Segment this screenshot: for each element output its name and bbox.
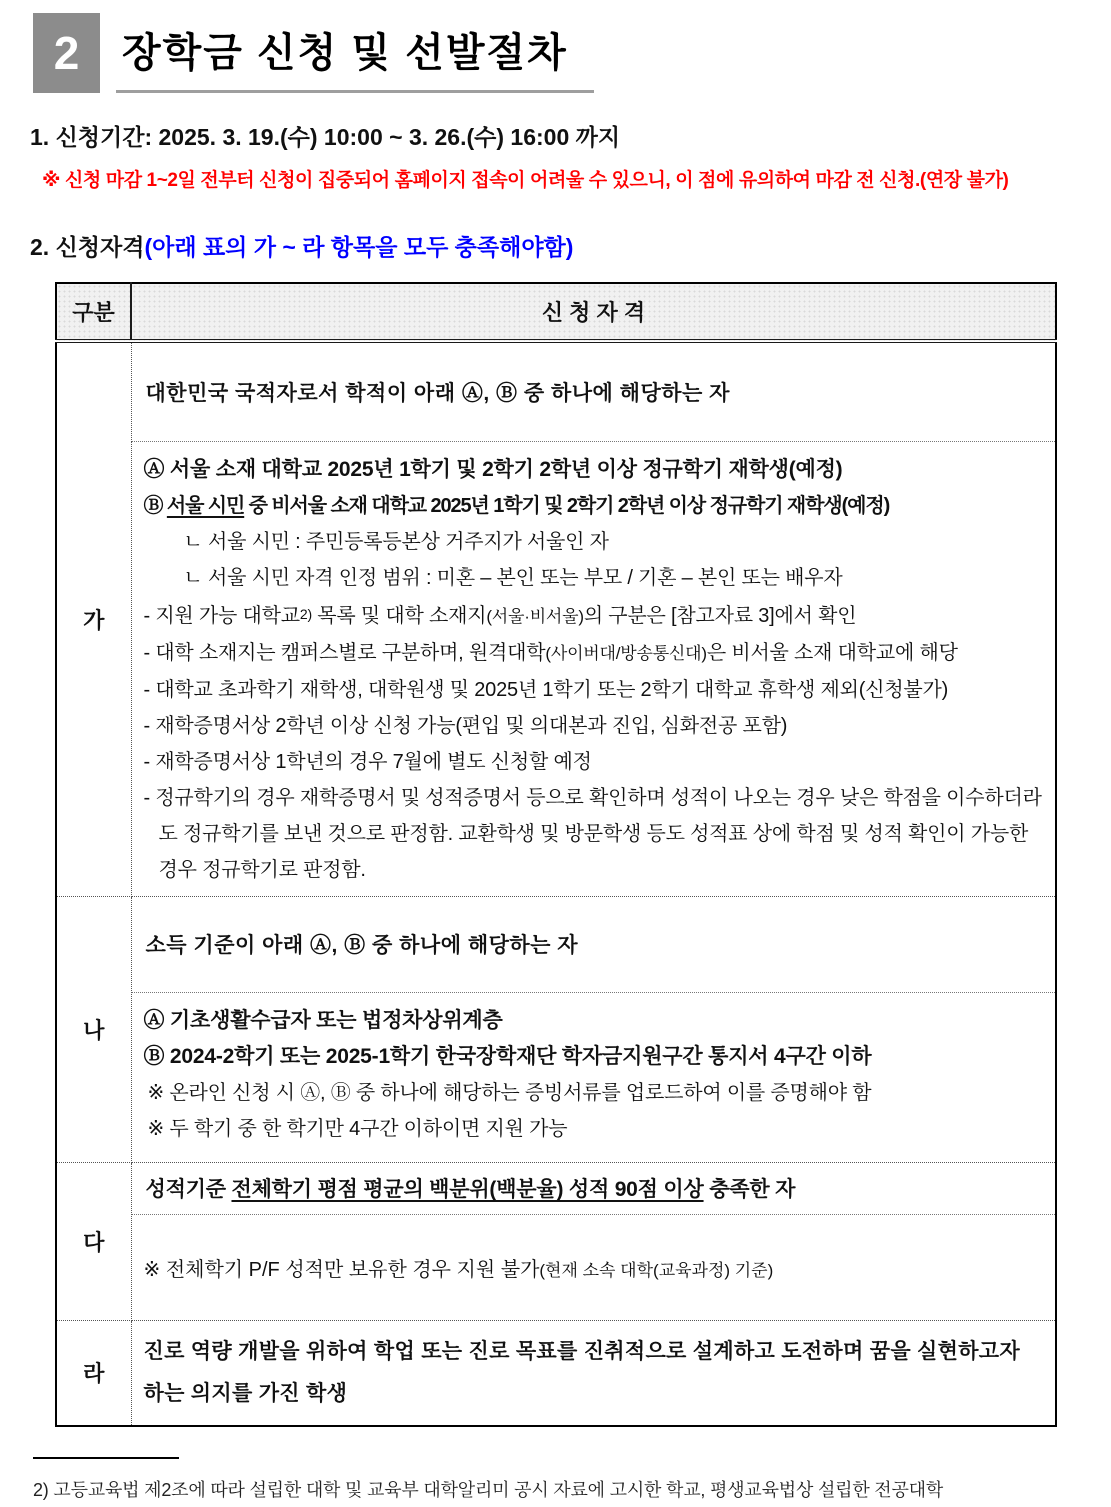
- row-label-ga: 가: [56, 341, 131, 896]
- table-row-ra: [56, 1320, 1056, 1426]
- row-label-ra: 라: [56, 1320, 131, 1426]
- eligibility-heading-label: 2. 신청자격: [30, 234, 145, 260]
- row-label-na: 나: [56, 896, 131, 1162]
- da-title-underlined: 전체학기 평점 평균의 백분위(백분율) 성적 90점 이상: [231, 1178, 704, 1201]
- table-row-ga: [56, 341, 1056, 441]
- row-na-intro-text: 소득 기준이 아래 Ⓐ, Ⓑ 중 하나에 해당하는 자: [145, 934, 579, 957]
- na-note-upload: ※ 온라인 신청 시 Ⓐ, Ⓑ 중 하나에 해당하는 증빙서류를 업로드하여 이를 증명해야 함: [147, 1081, 872, 1104]
- row-da-note-cell: [131, 1214, 1056, 1320]
- footnote-block: [33, 1457, 1111, 1507]
- page-title: 장학금 신청 및 선발절차: [122, 31, 568, 75]
- ga-item-a: Ⓐ 서울 소재 대학교 2025년 1학기 및 2학기 2학년 이상 정규학기 재학생(예정): [143, 457, 843, 481]
- ga-b2-rest: 은 비서울 소재 대학교에 해당: [706, 641, 958, 664]
- row-da-title-cell: [131, 1162, 1056, 1214]
- table-row-da: [56, 1162, 1056, 1214]
- da-note-pre: ※ 전체학기 P/F 성적만 보유한 경우 지원 불가: [143, 1258, 540, 1281]
- ga-bullet-universities: [144, 596, 1044, 635]
- ga-seoul-citizen-def: ㄴ 서울 시민 : 주민등록등본상 거주지가 서울인 자: [183, 530, 609, 553]
- table-row-ga-detail: [56, 441, 1056, 896]
- row-label-da: 다: [56, 1162, 131, 1320]
- table-row-da-detail: [56, 1214, 1056, 1320]
- row-na-detail-cell: [131, 992, 1056, 1162]
- application-period-heading: 1. 신청기간: 2025. 3. 19.(수) 10:00 ~ 3. 26.(수) 16:00 까지: [30, 124, 621, 150]
- column-header-qualification: 신 청 자 격: [131, 283, 1056, 341]
- da-note-small: (현재 소속 대학(교육과정) 기준): [539, 1260, 774, 1280]
- footnote-ref-2: 2): [299, 605, 312, 622]
- ga-bullet-excluded: - 대학교 초과학기 재학생, 대학원생 및 2025년 1학기 또는 2학기 대학교 휴학생 제외(신청불가): [143, 678, 949, 701]
- ga-item-b-underlined: 서울 시민: [166, 494, 245, 517]
- row-ga-detail-cell: [131, 441, 1056, 896]
- na-item-b: Ⓑ 2024-2학기 또는 2025-1학기 한국장학재단 학자금지원구간 통지서 4구간 이하: [143, 1044, 872, 1068]
- title-underline-rule: [116, 13, 594, 93]
- ga-item-b: [144, 488, 1044, 524]
- row-na-intro-cell: [131, 896, 1056, 992]
- ga-item-b-rest: 중 비서울 소재 대학교 2025년 1학기 및 2학기 2학년 이상 정규학기 재학생(예정): [244, 494, 890, 517]
- ga-b1-mid: 목록 및 대학 소재지: [311, 604, 487, 627]
- column-header-category: 구분: [56, 283, 131, 341]
- row-ra-cell: [131, 1320, 1056, 1426]
- da-grade-criteria: [144, 1173, 1044, 1203]
- da-title-pre: 성적기준: [145, 1178, 232, 1201]
- eligibility-heading: [30, 229, 1111, 262]
- ga-b2-small: (사이버대/방송통신대): [545, 643, 707, 663]
- ga-b1-pre: - 지원 가능 대학교: [143, 604, 300, 627]
- ga-b2-pre: - 대학 소재지는 캠퍼스별로 구분하며, 원격대학: [143, 641, 546, 664]
- ga-bullet-grade1: - 재학증명서상 1학년의 경우 7월에 별도 신청할 예정: [143, 750, 592, 773]
- na-note-one-semester: ※ 두 학기 중 한 학기만 4구간 이하이면 지원 가능: [147, 1117, 568, 1140]
- table-row-na: [56, 896, 1056, 992]
- eligibility-heading-note: (아래 표의 가 ~ 라 항목을 모두 충족해야함): [144, 234, 574, 260]
- ga-bullet-grade2: - 재학증명서상 2학년 이상 신청 가능(편입 및 의대본과 진입, 심화전공 포함): [143, 714, 788, 737]
- deadline-warning-note: ※ 신청 마감 1~2일 전부터 신청이 집중되어 홈페이지 접속이 어려울 수 있으니, 이 점에 유의하여 마감 전 신청.(연장 불가): [42, 170, 1009, 191]
- ga-b1-small: (서울·비서울): [486, 606, 584, 626]
- row-ga-intro-cell: [131, 341, 1056, 441]
- table-row-na-detail: [56, 992, 1056, 1162]
- da-title-rest: 충족한 자: [703, 1178, 796, 1201]
- footnote-divider: [33, 1457, 179, 1459]
- table-header-row: [56, 283, 1056, 341]
- document-header: [0, 0, 1111, 93]
- row-ga-intro-text: 대한민국 국적자로서 학적이 아래 Ⓐ, Ⓑ 중 하나에 해당하는 자: [145, 381, 730, 405]
- eligibility-table: [55, 282, 1057, 1427]
- ga-seoul-citizen-scope: ㄴ 서울 시민 자격 인정 범위 : 미혼 – 본인 또는 부모 / 기혼 – 본인 또는 배우자: [183, 566, 843, 589]
- ga-bullet-regular-semester: - 정규학기의 경우 재학증명서 및 성적증명서 등으로 확인하며 성적이 나오는 경우 낮은 학점을 이수하더라도 정규학기를 보낸 것으로 판정함. 교환학생 및 방문학생 등도 성적표 상에 학점 및 성적 확인이 가능한 경우 정규학기로 판정함.: [143, 786, 1042, 881]
- da-pf-note: [144, 1253, 1044, 1282]
- ga-item-b-marker: Ⓑ: [143, 494, 167, 517]
- na-item-a: Ⓐ 기초생활수급자 또는 법정차상위계층: [143, 1008, 503, 1032]
- ga-bullet-campus: [144, 635, 1044, 672]
- footnote-2-text: 2) 고등교육법 제2조에 따라 설립한 대학 및 교육부 대학알리미 공시 자료에 고시한 학교, 평생교육법상 설립한 전공대학: [33, 1480, 944, 1500]
- section-number-badge: 2: [33, 13, 100, 93]
- ga-b1-rest: 의 구분은 [참고자료 3]에서 확인: [583, 604, 857, 627]
- ra-career-will-text: 진로 역량 개발을 위하여 학업 또는 진로 목표를 진취적으로 설계하고 도전하며 꿈을 실현하고자 하는 의지를 가진 학생: [143, 1339, 1020, 1405]
